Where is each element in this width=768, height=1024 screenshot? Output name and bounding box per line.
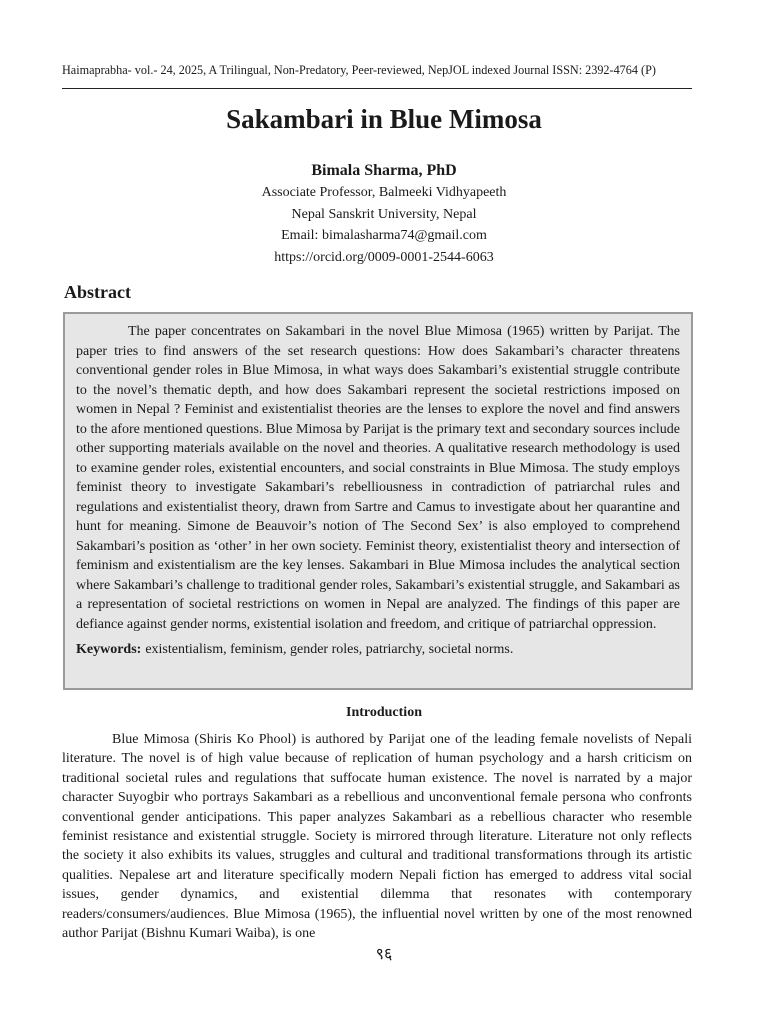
page-number: ९६: [375, 946, 393, 963]
author-name: Bimala Sharma, PhD: [311, 162, 457, 179]
author-university: Nepal Sanskrit University, Nepal: [291, 206, 477, 222]
abstract-heading: Abstract: [64, 282, 131, 302]
author-orcid: https://orcid.org/0009-0001-2544-6063: [274, 249, 494, 265]
keywords-list: existentialism, feminism, gender roles, patriarchy, societal norms.: [145, 642, 514, 657]
abstract-box: [63, 312, 693, 690]
introduction-heading: Introduction: [346, 705, 422, 720]
keywords: [76, 640, 680, 660]
abstract-text: The paper concentrates on Sakambari in the novel Blue Mimosa (1965) written by Parijat. The paper tries to find answers of the set research questions: How does Sakambari’s character threatens conventional gender roles in Blue Mimosa, in what ways does Sakambari’s existential struggle contribute to the novel’s thematic depth, and how does Sakambari represent the societal restrictions imposed on women in Nepal ? Feminist and existentialist theories are the lenses to explore the novel and find answers to the afore mentioned questions. Blue Mimosa by Parijat is the primary text and secondary sources include other supporting materials available on the novel and theories. A qualitative research methodology is used to examine gender roles, existential encounters, and social constraints in Blue Mimosa. The study employs feminist theory to investigate Sakambari’s rebelliousness in contradiction of patriarchal rules and regulations and existentialist theory, drawn from Sartre and Camus to investigate about her quarantine and hunt for meaning. Simone de Beauvoir’s notion of The Second Sex’ is also employed to comprehend Sakambari’s position as ‘other’ in her own society. Feminist theory, existentialist theory and intersection of feminism and existentialism are the key lenses. Sakambari in Blue Mimosa includes the analytical section where Sakambari’s challenge to traditional gender roles, Sakambari’s existential struggle, and Sakambari as a representation of societal restrictions on women in Nepal are analyzed. The findings of this paper are defiance against gender norms, existential isolation and freedom, and critique of patriarchal oppression.: [76, 324, 680, 632]
header-rule: [62, 88, 692, 89]
paper-title: Sakambari in Blue Mimosa: [226, 104, 542, 134]
keywords-label: Keywords:: [76, 642, 142, 657]
introduction-body: [62, 730, 692, 943]
author-position: Associate Professor, Balmeeki Vidhyapeeth: [261, 185, 507, 200]
running-head: Haimaprabha- vol.- 24, 2025, A Trilingual, Non-Predatory, Peer-reviewed, NepJOL indexed Journal ISSN: 2392-4764 (P): [62, 63, 656, 77]
introduction-text: Blue Mimosa (Shiris Ko Phool) is authored by Parijat one of the leading female novelists of Nepali literature. The novel is of high value because of replication of human psychology and a harsh criticism on traditional societal rules and regulations that suffocate human existence. The novel is narrated by a major character Suyogbir who portrays Sakambari as a rebellious and unconventional female persona who confronts conventional gender anticipations. This paper analyzes Sakambari as a rebellious character who resemble feminist resistance and existential struggle. Society is mirrored through literature. Literature not only reflects the society it also exhibits its values, struggles and cultural and traditional transformations through its artistic qualities. Nepalese art and literature specifically modern Nepali fiction has emerged to address vital social issues, gender dynamics, and existential dilemma that resonates with contemporary readers/consumers/audiences. Blue Mimosa (1965), the influential novel written by one of the most renowned author Parijat (Bishnu Kumari Waiba), is one: [62, 732, 692, 942]
author-block: [0, 160, 768, 268]
author-email: Email: bimalasharma74@gmail.com: [281, 228, 487, 243]
